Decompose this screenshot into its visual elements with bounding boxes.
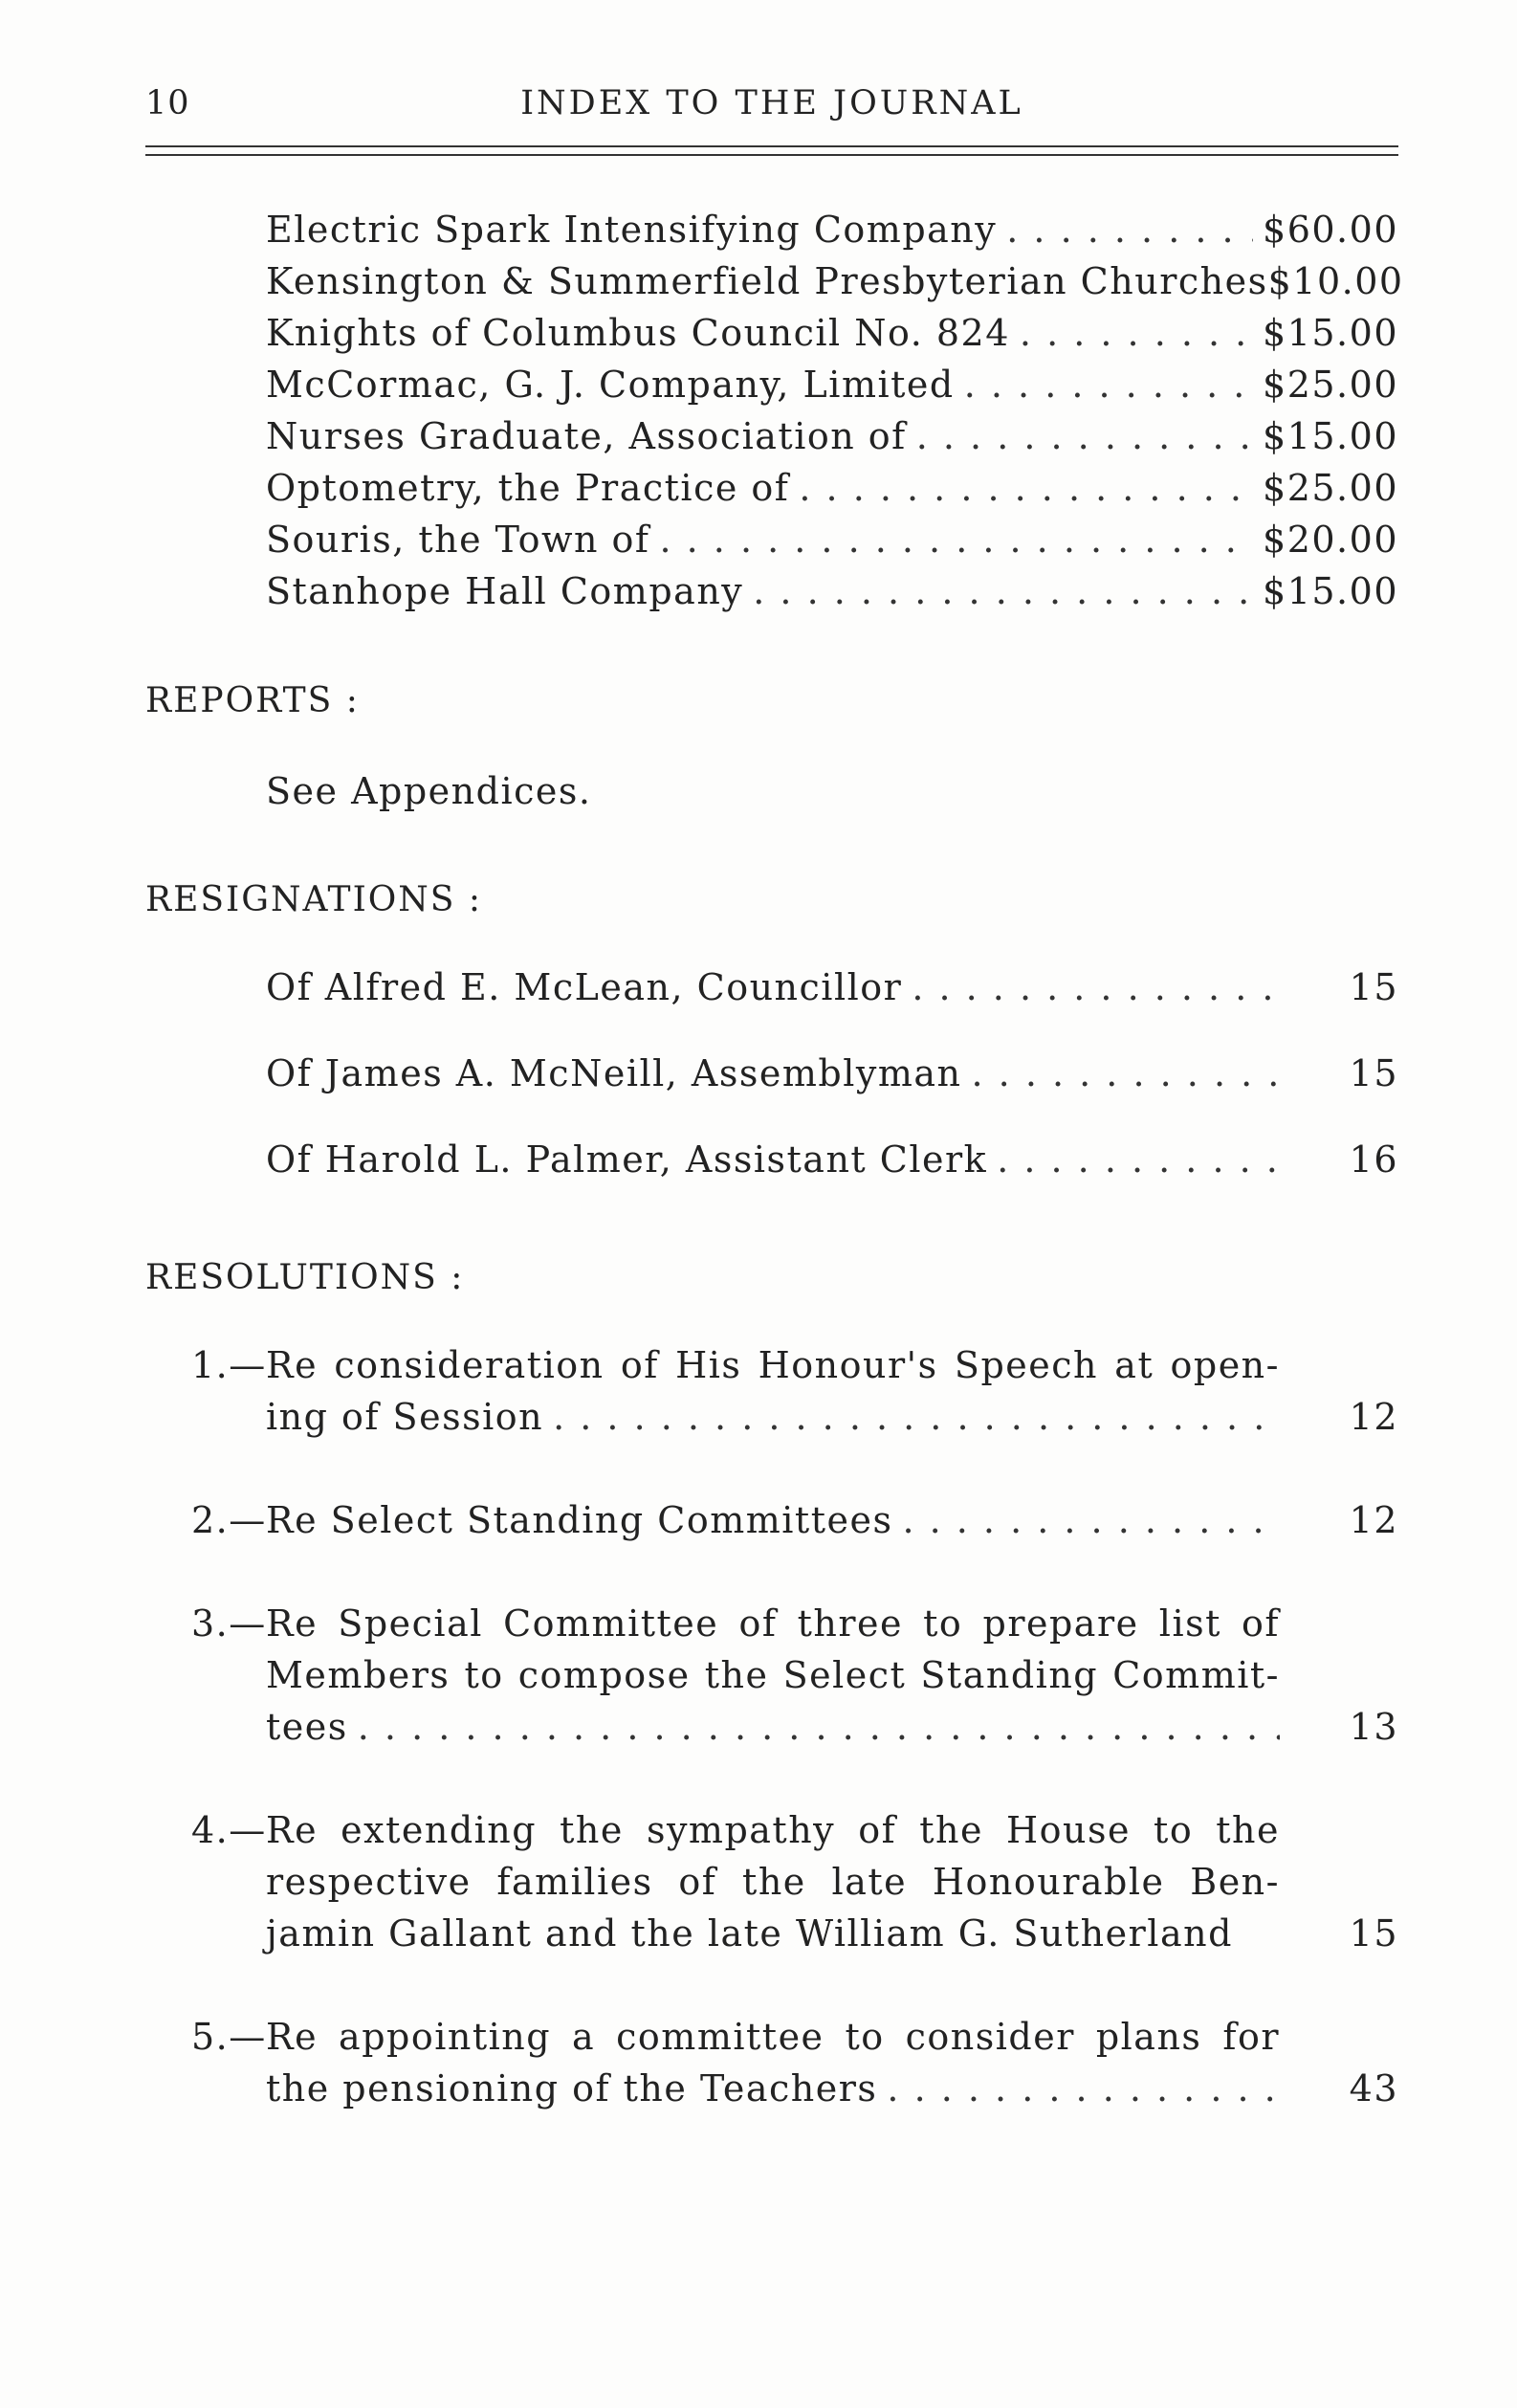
resolution-number: 5.— (191, 2016, 267, 2058)
resolution-entry (266, 1706, 1398, 1748)
reports-heading: REPORTS : (145, 681, 360, 720)
running-title: INDEX TO THE JOURNAL (520, 84, 1023, 122)
grant-name: Souris, the Town of (266, 519, 650, 561)
dot-leader (997, 1138, 1280, 1181)
grant-entry (266, 415, 1398, 457)
page-reference: 12 (1349, 1396, 1398, 1438)
dot-leader (799, 467, 1253, 509)
grant-name: Knights of Columbus Council No. 824 (266, 312, 1010, 354)
resolution-line: respective families of the late Honourable Ben- (266, 1861, 1280, 1903)
grant-entry (266, 519, 1398, 561)
grant-amount: $20.00 (1263, 519, 1398, 561)
resolution-line: Re consideration of His Honour's Speech at open- (266, 1344, 1280, 1386)
dot-leader (659, 519, 1253, 561)
page-reference: 12 (1349, 1499, 1398, 1541)
resolution-entry (266, 1912, 1398, 1955)
dot-leader (1020, 312, 1253, 354)
resolution-text: the pensioning of the Teachers (266, 2067, 878, 2110)
resolution-entry (266, 1499, 1398, 1541)
page-reference: 16 (1349, 1138, 1398, 1181)
grant-entry (266, 570, 1398, 612)
dot-leader (358, 1706, 1280, 1748)
dot-leader (753, 570, 1253, 612)
grant-name: McCormac, G. J. Company, Limited (266, 364, 955, 406)
page-reference: 13 (1349, 1706, 1398, 1748)
grant-entry (266, 364, 1398, 406)
resolution-line: Members to compose the Select Standing Commit- (266, 1654, 1280, 1696)
page-reference: 15 (1349, 1912, 1398, 1955)
grant-name: Optometry, the Practice of (266, 467, 790, 509)
resolution-number: 4.— (191, 1809, 267, 1851)
resignation-entry (266, 1052, 1398, 1094)
resolution-entry (266, 1396, 1398, 1438)
page-header (145, 84, 1398, 132)
dot-leader (912, 966, 1280, 1008)
page-number: 10 (145, 84, 190, 122)
grant-amount: $15.00 (1263, 570, 1398, 612)
page-reference: 43 (1349, 2067, 1398, 2110)
page-reference: 15 (1349, 966, 1398, 1008)
dot-leader (964, 364, 1253, 406)
grant-amount: $25.00 (1263, 364, 1398, 406)
grant-entry (266, 260, 1404, 302)
resolution-line: Re extending the sympathy of the House to the (266, 1809, 1280, 1851)
grant-entry (266, 312, 1398, 354)
grant-name: Kensington & Summerfield Presbyterian Churches (266, 260, 1268, 302)
resignation-entry (266, 1138, 1398, 1181)
resolution-text: Re Select Standing Committees (266, 1499, 893, 1541)
dot-leader (553, 1396, 1280, 1438)
resolution-line: Re appointing a committee to consider plans for (266, 2016, 1280, 2058)
grant-name: Electric Spark Intensifying Company (266, 209, 998, 251)
grant-name: Nurses Graduate, Association of (266, 415, 907, 457)
resolution-number: 1.— (191, 1344, 267, 1386)
resolution-text: jamin Gallant and the late William G. Sutherland (266, 1912, 1233, 1955)
resignation-text: Of Alfred E. McLean, Councillor (266, 966, 903, 1008)
header-rule (145, 145, 1398, 147)
reports-text: See Appendices. (266, 770, 592, 812)
resignations-heading: RESIGNATIONS : (145, 880, 483, 919)
dot-leader (902, 1499, 1280, 1541)
grant-name: Stanhope Hall Company (266, 570, 744, 612)
resolution-number: 3.— (191, 1602, 267, 1645)
dot-leader (972, 1052, 1280, 1094)
grant-amount: $15.00 (1263, 312, 1398, 354)
grant-amount: $25.00 (1263, 467, 1398, 509)
resolutions-heading: RESOLUTIONS : (145, 1258, 465, 1297)
resolution-entry (266, 2067, 1398, 2110)
resolution-text: ing of Session (266, 1396, 544, 1438)
resignation-text: Of Harold L. Palmer, Assistant Clerk (266, 1138, 988, 1181)
grant-entry (266, 209, 1398, 251)
dot-leader (887, 2067, 1280, 2110)
resolution-line: Re Special Committee of three to prepare list of (266, 1602, 1280, 1645)
resignation-text: Of James A. McNeill, Assemblyman (266, 1052, 962, 1094)
grant-amount: $15.00 (1263, 415, 1398, 457)
dot-leader (916, 415, 1253, 457)
resolution-text: tees (266, 1706, 348, 1748)
resignation-entry (266, 966, 1398, 1008)
resolution-number: 2.— (191, 1499, 267, 1541)
grant-entry (266, 467, 1398, 509)
grant-amount: $10.00 (1267, 260, 1404, 302)
dot-leader (1006, 209, 1253, 251)
grant-amount: $60.00 (1263, 209, 1398, 251)
page-reference: 15 (1349, 1052, 1398, 1094)
header-rule (145, 154, 1398, 156)
